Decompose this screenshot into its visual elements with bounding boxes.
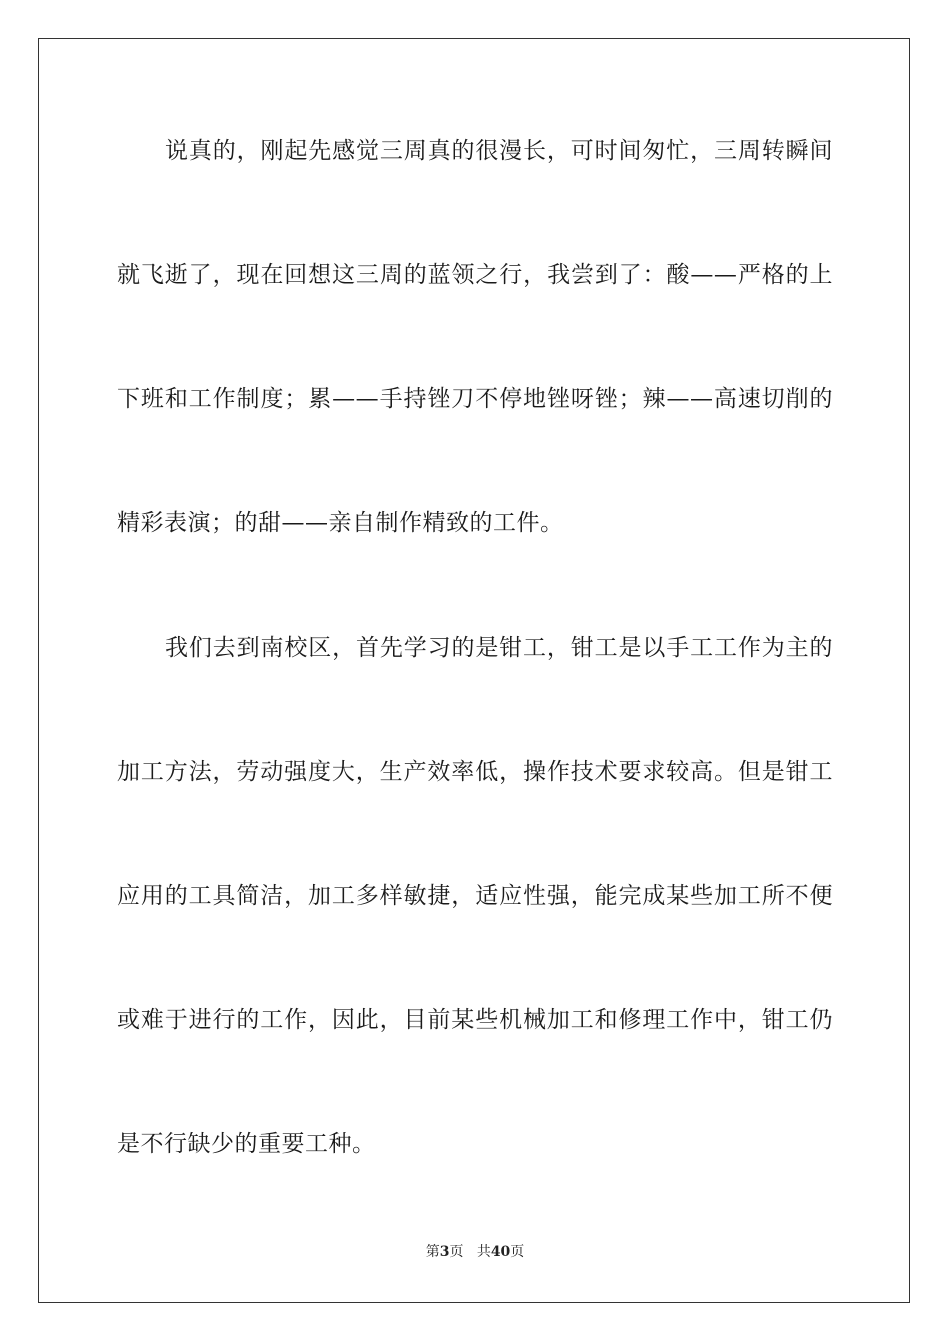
current-page-number: 3 xyxy=(439,1244,450,1260)
paragraph-line: 精彩表演；的甜——亲自制作精致的工件。 xyxy=(117,510,564,536)
page-footer xyxy=(0,1243,950,1261)
paragraph-line: 是不行缺少的重要工种。 xyxy=(117,1131,376,1157)
total-page-number: 40 xyxy=(490,1244,511,1260)
footer-prefix: 第 xyxy=(425,1244,440,1260)
paragraph-line: 应用的工具简洁，加工多样敏捷，适应性强，能完成某些加工所不便 xyxy=(117,883,833,909)
paragraph-line: 我们去到南校区，首先学习的是钳工，钳工是以手工工作为主的 xyxy=(165,635,833,661)
footer-total-unit: 页 xyxy=(510,1244,525,1260)
paragraph-line: 就飞逝了，现在回想这三周的蓝领之行，我尝到了：酸——严格的上 xyxy=(117,262,833,288)
footer-page-unit: 页 xyxy=(449,1244,464,1260)
paragraph-line: 下班和工作制度；累——手持锉刀不停地锉呀锉；辣——高速切削的 xyxy=(117,386,833,412)
footer-total-prefix: 共 xyxy=(476,1244,491,1260)
page-border xyxy=(38,38,910,1303)
paragraph-line: 或难于进行的工作，因此，目前某些机械加工和修理工作中，钳工仍 xyxy=(117,1007,833,1033)
paragraph-line: 说真的，刚起先感觉三周真的很漫长，可时间匆忙，三周转瞬间 xyxy=(165,138,833,164)
paragraph-line: 加工方法，劳动强度大，生产效率低，操作技术要求较高。但是钳工 xyxy=(117,759,833,785)
